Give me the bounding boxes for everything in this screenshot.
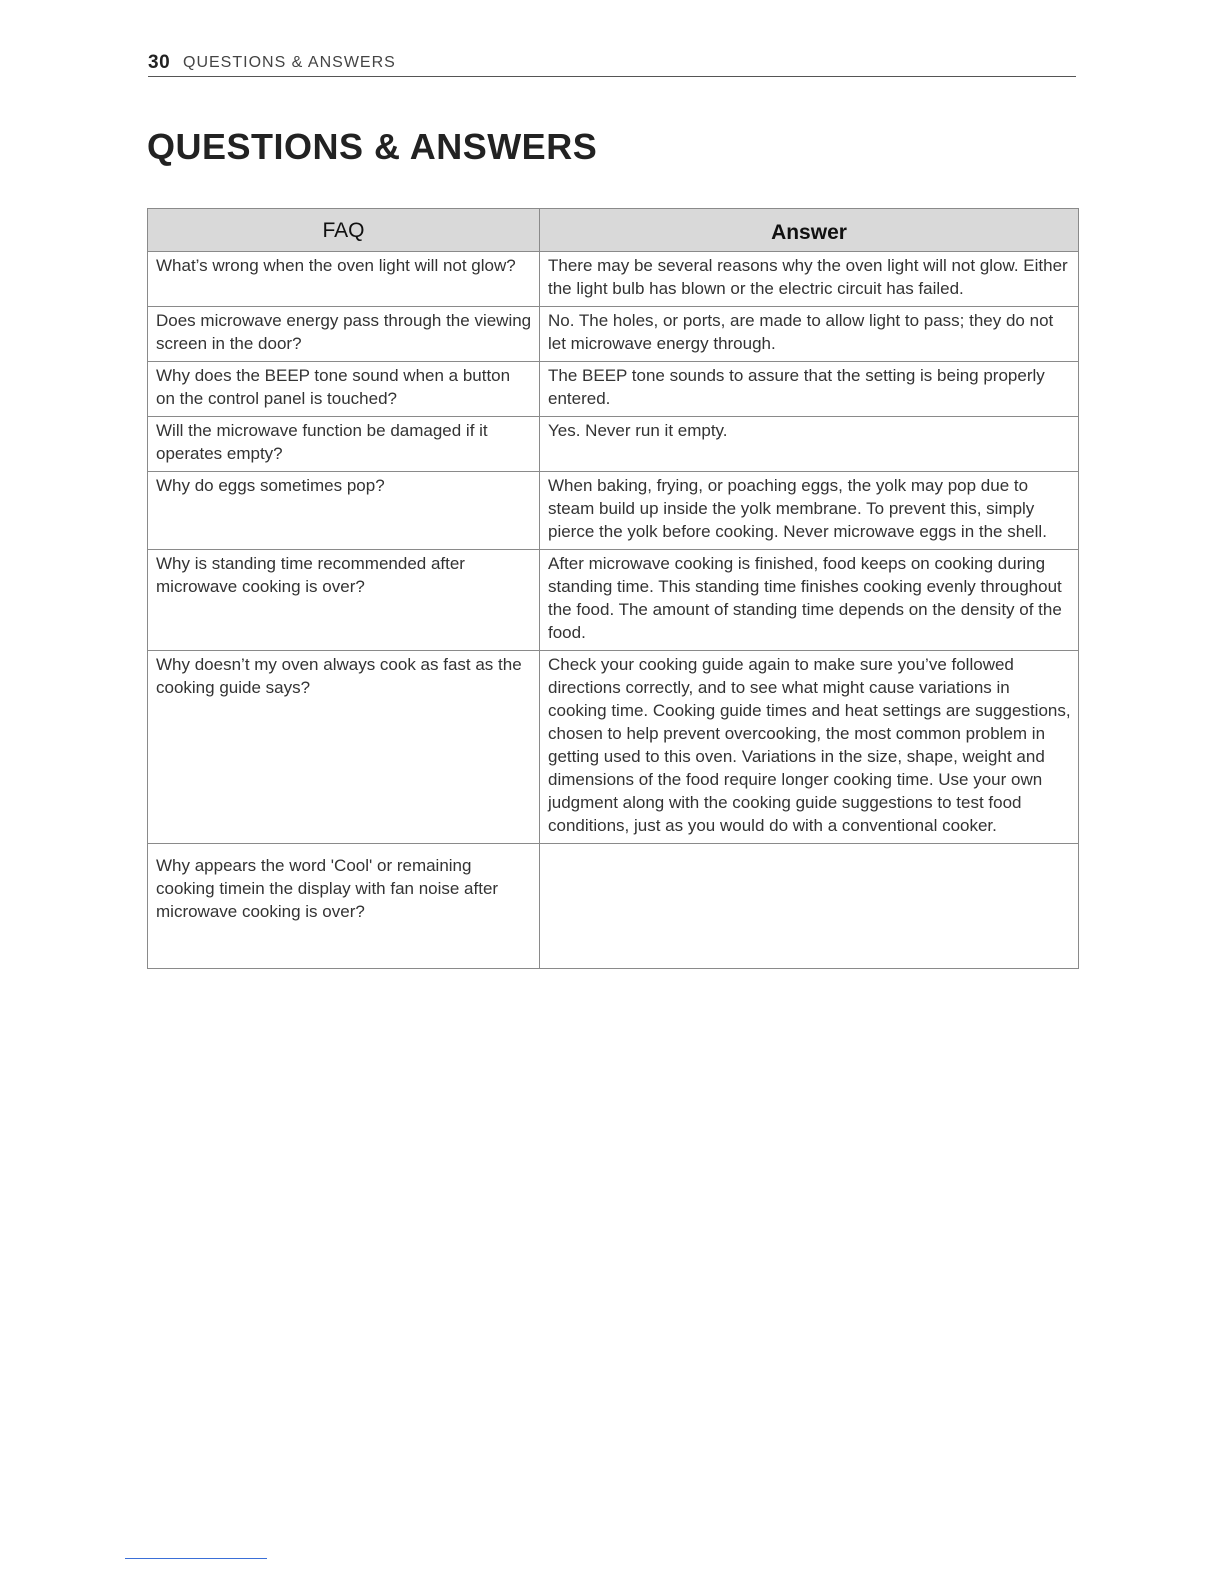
faq-answer: [540, 844, 1079, 969]
section-label: QUESTIONS & ANSWERS: [183, 54, 396, 71]
table-row: [148, 252, 1079, 307]
table-row: [148, 307, 1079, 362]
column-header-answer: Answer: [540, 209, 1079, 252]
faq-answer: There may be several reasons why the oven light will not glow. Either the light bulb has blown or the electric circuit has failed.: [540, 252, 1079, 307]
table-row: [148, 550, 1079, 651]
faq-answer: When baking, frying, or poaching eggs, the yolk may pop due to steam build up inside the yolk membrane. To prevent this, simply pierce the yolk before cooking. Never microwave eggs in the shell.: [540, 472, 1079, 550]
faq-answer: No. The holes, or ports, are made to allow light to pass; they do not let microwave energy through.: [540, 307, 1079, 362]
faq-question: Why appears the word 'Cool' or remaining cooking timein the display with fan noise after microwave cooking is over?: [148, 844, 540, 969]
faq-question: Will the microwave function be damaged if it operates empty?: [148, 417, 540, 472]
faq-question: Why doesn’t my oven always cook as fast as the cooking guide says?: [148, 651, 540, 844]
table-row: [148, 651, 1079, 844]
running-header: [148, 52, 1076, 77]
table-row: [148, 417, 1079, 472]
page-title: QUESTIONS & ANSWERS: [147, 126, 598, 167]
faq-question: Why do eggs sometimes pop?: [148, 472, 540, 550]
table-row: [148, 844, 1079, 969]
faq-answer: Yes. Never run it empty.: [540, 417, 1079, 472]
table-header-row: [148, 209, 1079, 252]
table-row: [148, 362, 1079, 417]
faq-question: Does microwave energy pass through the viewing screen in the door?: [148, 307, 540, 362]
page-number: 30: [148, 52, 171, 73]
table-row: [148, 472, 1079, 550]
faq-answer: After microwave cooking is finished, food keeps on cooking during standing time. This standing time finishes cooking evenly throughout the food. The amount of standing time depends on the density of the food.: [540, 550, 1079, 651]
faq-question: What’s wrong when the oven light will not glow?: [148, 252, 540, 307]
faq-answer: Check your cooking guide again to make sure you’ve followed directions correctly, and to see what might cause variations in cooking time. Cooking guide times and heat settings are suggestions, chosen to help prevent overcooking, the most common problem in getting used to this oven. Variations in the size, shape, weight and dimensions of the food require longer cooking time. Use your own judgment along with the cooking guide suggestions to test food conditions, just as you would do with a conventional cooker.: [540, 651, 1079, 844]
footer-link-underline: [125, 1558, 267, 1559]
column-header-faq: FAQ: [148, 209, 540, 252]
faq-answer: The BEEP tone sounds to assure that the setting is being properly entered.: [540, 362, 1079, 417]
faq-question: Why does the BEEP tone sound when a button on the control panel is touched?: [148, 362, 540, 417]
faq-table: [147, 208, 1079, 969]
faq-question: Why is standing time recommended after microwave cooking is over?: [148, 550, 540, 651]
